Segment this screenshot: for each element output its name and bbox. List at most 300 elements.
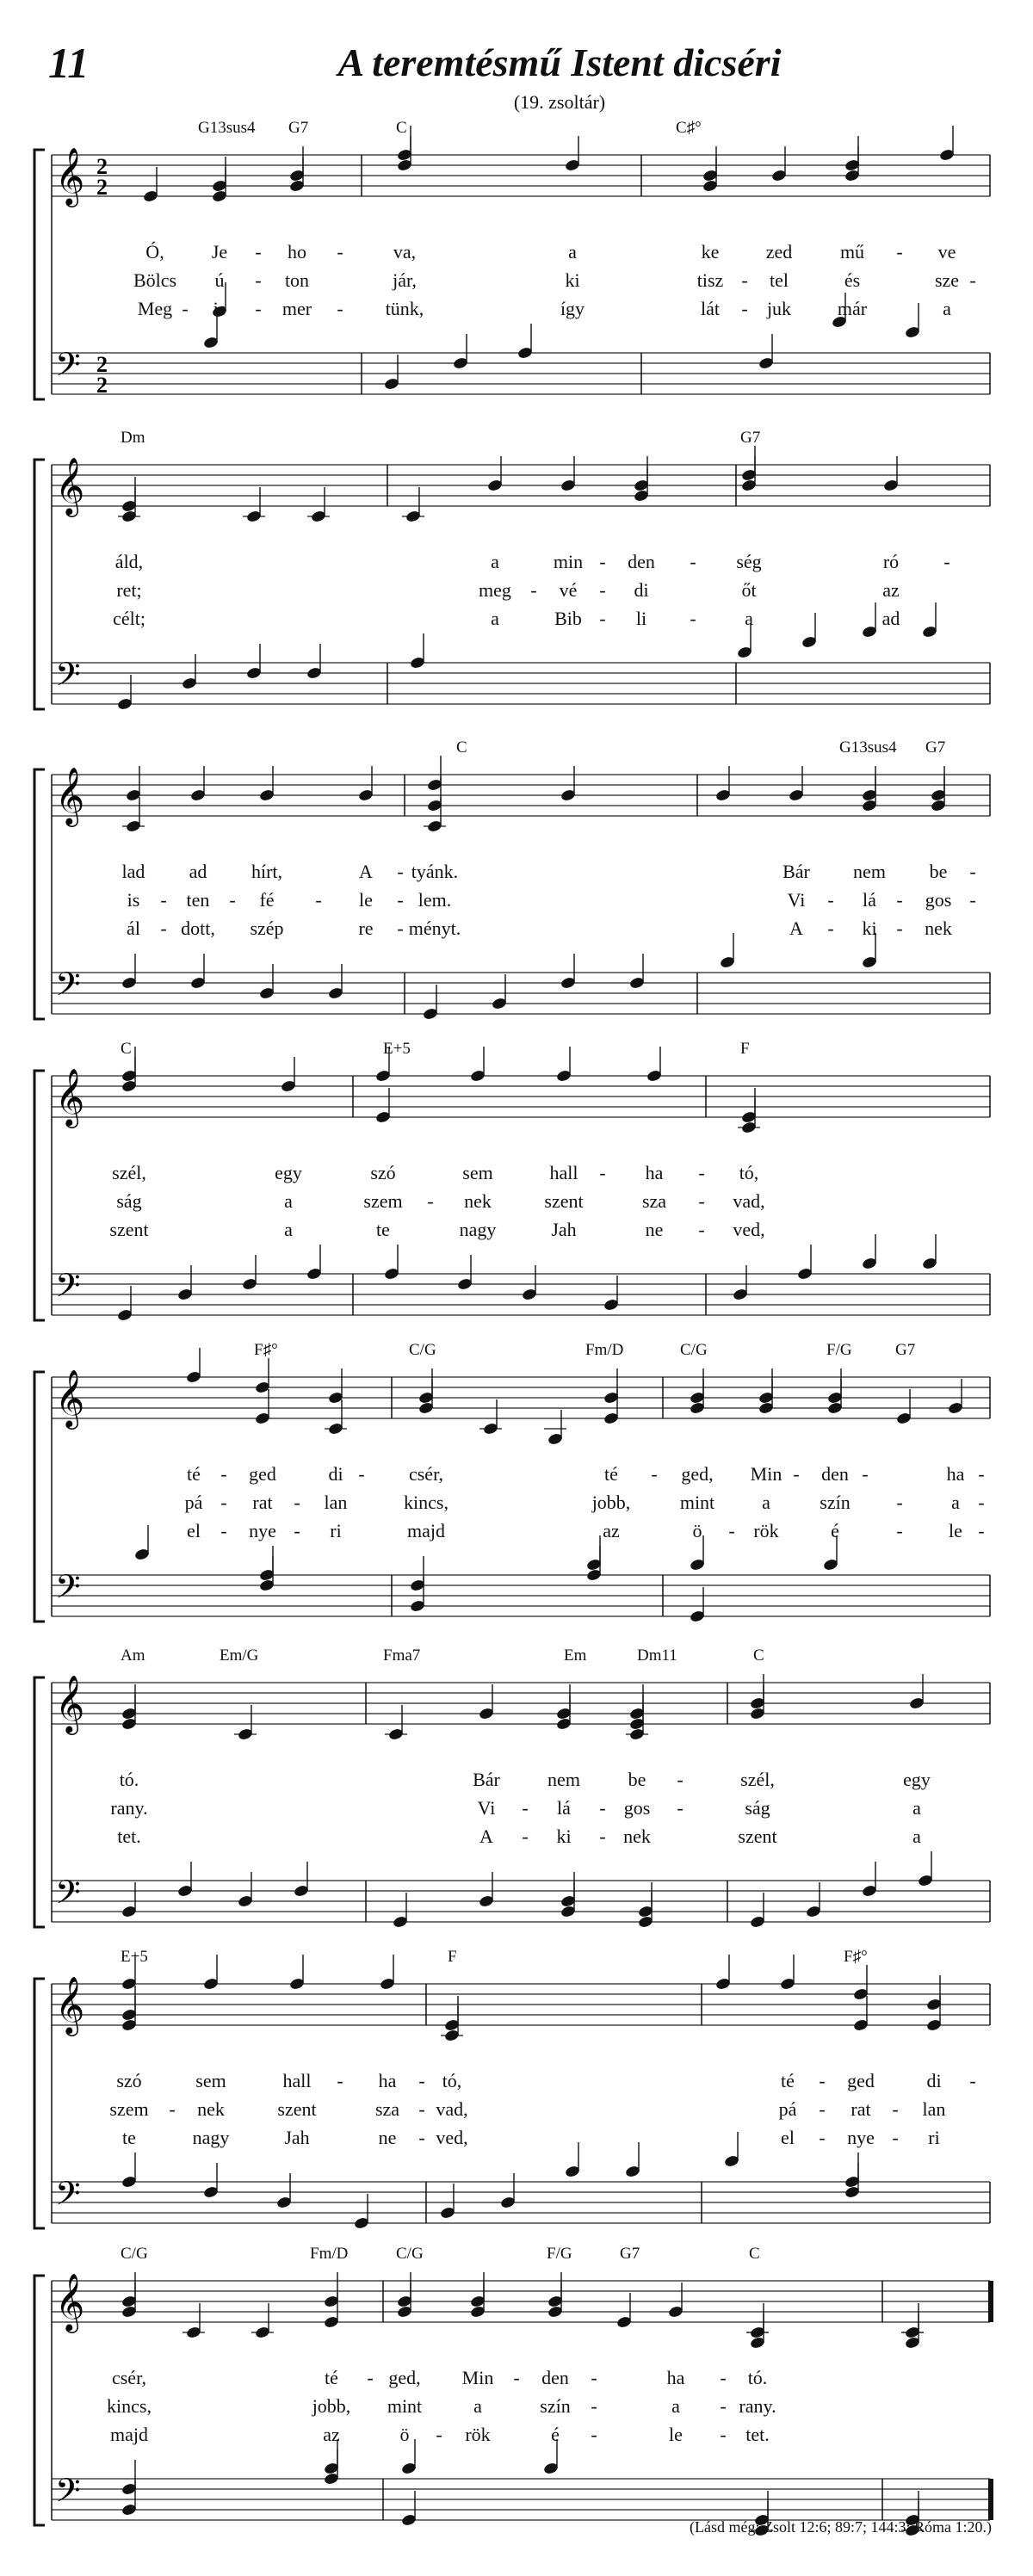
lyric-syllable-verse-2: ság — [116, 1190, 142, 1212]
lyric-syllable-verse-3: tet. — [745, 2424, 770, 2445]
lyric-syllable-verse-2: - — [530, 579, 537, 601]
lyric-syllable-verse-3: lát — [701, 298, 720, 319]
lyric-syllable-verse-1: - — [418, 2070, 425, 2091]
bass-clef: 𝄢 — [55, 655, 81, 701]
lyric-syllable-verse-3: le — [669, 2424, 683, 2445]
lyric-syllable-verse-2: - — [720, 2395, 727, 2417]
lyric-syllable-verse-2: gos — [623, 1797, 651, 1819]
treble-clef: 𝄞 — [55, 456, 85, 515]
lyric-syllable-verse-3: tünk, — [385, 298, 424, 319]
chord-symbol: C — [749, 2245, 760, 2263]
lyric-syllable-verse-3: nek — [925, 917, 952, 939]
staff-svg — [0, 1033, 1033, 1343]
chord-symbol: C/G — [121, 2245, 148, 2263]
lyric-syllable-verse-3: li — [635, 608, 647, 629]
lyric-syllable-verse-2: pá — [184, 1492, 203, 1513]
lyric-syllable-verse-3: - — [599, 608, 606, 629]
lyric-syllable-verse-3: majd — [110, 2424, 148, 2445]
lyric-syllable-verse-1: - — [969, 861, 976, 882]
lyric-syllable-verse-3: - — [337, 298, 343, 319]
lyric-syllable-verse-3: rök — [465, 2424, 491, 2445]
lyric-syllable-verse-1: ha — [645, 1162, 664, 1183]
chord-symbol: G7 — [288, 119, 309, 137]
lyric-syllable-verse-2: - — [677, 1797, 684, 1819]
lyric-syllable-verse-1: ho — [288, 241, 306, 263]
lyric-syllable-verse-1: - — [862, 1463, 869, 1485]
lyric-syllable-verse-3: a — [491, 608, 499, 629]
chord-symbol: C/G — [396, 2245, 424, 2263]
lyric-syllable-verse-3: rök — [753, 1520, 779, 1541]
chord-symbol: Fm/D — [310, 2245, 349, 2263]
lyric-syllable-verse-1: lad — [121, 861, 145, 882]
lyric-syllable-verse-3: - — [160, 917, 167, 939]
lyric-syllable-verse-1: ha — [946, 1463, 965, 1485]
final-barline — [988, 2281, 993, 2322]
lyric-syllable-verse-3: a — [912, 1825, 921, 1847]
chord-symbol: C — [396, 119, 407, 137]
lyric-syllable-verse-1: - — [720, 2367, 727, 2388]
staff-svg — [0, 1640, 1033, 1949]
lyric-syllable-verse-1: csér, — [408, 1463, 444, 1485]
chord-symbol: C — [753, 1646, 764, 1665]
lyric-syllable-verse-3: - — [690, 608, 696, 629]
lyric-syllable-verse-3: majd — [407, 1520, 445, 1541]
lyric-syllable-verse-2: - — [220, 1492, 227, 1513]
lyric-syllable-verse-3: - — [827, 917, 834, 939]
lyric-syllable-verse-2: ret; — [116, 579, 142, 601]
lyric-syllable-verse-2: ki — [565, 269, 580, 291]
lyric-syllable-verse-2: - — [819, 2098, 826, 2120]
chord-symbol: F — [448, 1948, 457, 1966]
lyric-syllable-verse-1: egy — [903, 1769, 931, 1790]
final-barline — [988, 2479, 993, 2520]
lyric-syllable-verse-2: szent — [277, 2098, 317, 2120]
lyric-syllable-verse-1: zed — [765, 241, 793, 263]
scripture-reference: (Lásd még: Zsolt 12:6; 89:7; 144:3; Róma 1:20.) — [690, 2518, 992, 2536]
lyric-syllable-verse-1: a — [568, 241, 577, 263]
lyric-syllable-verse-2: a — [762, 1492, 770, 1513]
lyric-syllable-verse-1: té — [781, 2070, 795, 2091]
lyric-syllable-verse-3: a — [745, 608, 753, 629]
hymn-subtitle: (19. zsoltár) — [513, 91, 606, 113]
score-system — [0, 422, 1033, 732]
lyric-syllable-verse-3: - — [591, 2424, 597, 2445]
lyric-syllable-verse-1: szél, — [740, 1769, 775, 1790]
lyric-syllable-verse-3: A — [789, 917, 803, 939]
lyric-syllable-verse-1: ve — [937, 241, 956, 263]
hymn-number: 11 — [48, 39, 90, 87]
chord-symbol: C — [121, 1040, 132, 1058]
lyric-syllable-verse-1: be — [929, 861, 948, 882]
lyric-syllable-verse-2: szín — [820, 1492, 851, 1513]
lyric-syllable-verse-3: célt; — [113, 608, 145, 629]
lyric-syllable-verse-2: jobb, — [312, 2395, 351, 2417]
lyric-syllable-verse-1: tó. — [747, 2367, 768, 2388]
hymn-title: A teremtésmű Istent dicséri — [337, 40, 782, 84]
lyric-syllable-verse-1: Je — [211, 241, 228, 263]
lyric-syllable-verse-1: - — [599, 551, 606, 572]
chord-symbol: Em — [564, 1646, 587, 1665]
lyric-syllable-verse-1: - — [978, 1463, 985, 1485]
lyric-syllable-verse-1: szó — [116, 2070, 142, 2091]
lyric-syllable-verse-3: - — [819, 2127, 826, 2148]
lyric-syllable-verse-3: szent — [109, 1219, 149, 1240]
lyric-syllable-verse-1: - — [599, 1162, 606, 1183]
chord-symbol: G13sus4 — [198, 119, 256, 137]
lyric-syllable-verse-3: ki — [862, 917, 877, 939]
system-bracket — [34, 1071, 45, 1320]
lyric-syllable-verse-2: vad, — [436, 2098, 468, 2120]
lyric-syllable-verse-2: nek — [197, 2098, 225, 2120]
lyric-syllable-verse-1: tó. — [119, 1769, 139, 1790]
lyric-syllable-verse-1: - — [591, 2367, 597, 2388]
lyric-syllable-verse-1: ség — [736, 551, 762, 572]
chord-symbol: G7 — [925, 738, 946, 757]
score-system — [0, 2238, 1033, 2548]
lyric-syllable-verse-1: tó, — [442, 2070, 462, 2091]
treble-clef: 𝄞 — [55, 146, 85, 205]
system-bracket — [34, 2276, 45, 2525]
lyric-syllable-verse-1: Bár — [782, 861, 810, 882]
time-signature: 2 — [96, 352, 108, 377]
lyric-syllable-verse-2: őt — [741, 579, 757, 601]
lyric-syllable-verse-2: jár, — [393, 269, 417, 291]
lyric-syllable-verse-3: ad — [881, 608, 900, 629]
lyric-syllable-verse-1: - — [677, 1769, 684, 1790]
chord-symbol: Dm11 — [637, 1646, 677, 1665]
chord-symbol: G7 — [740, 429, 761, 447]
lyric-syllable-verse-1: Min — [750, 1463, 782, 1485]
lyric-syllable-verse-1: ged, — [388, 2367, 421, 2388]
lyric-syllable-verse-3: nagy — [192, 2127, 230, 2148]
lyric-syllable-verse-1: a — [491, 551, 499, 572]
chord-symbol: C♯° — [676, 119, 702, 137]
lyric-syllable-verse-3: - — [220, 1520, 227, 1541]
lyric-syllable-verse-1: - — [943, 551, 950, 572]
lyric-syllable-verse-3: - — [728, 1520, 735, 1541]
chord-symbol: C — [456, 738, 467, 757]
lyric-syllable-verse-2: ton — [284, 269, 310, 291]
lyric-syllable-verse-1: sem — [462, 1162, 493, 1183]
lyric-syllable-verse-1: mű — [839, 241, 865, 263]
lyric-syllable-verse-3: az — [323, 2424, 340, 2445]
lyric-syllable-verse-3: Bib — [554, 608, 582, 629]
treble-clef: 𝄞 — [55, 1674, 85, 1733]
lyric-syllable-verse-1: be — [628, 1769, 646, 1790]
lyric-syllable-verse-2: - — [827, 889, 834, 911]
lyric-syllable-verse-2: - — [397, 889, 404, 911]
lyric-syllable-verse-3: - — [522, 1825, 529, 1847]
lyric-syllable-verse-3: ved, — [436, 2127, 468, 2148]
lyric-syllable-verse-3: - — [436, 2424, 442, 2445]
lyric-syllable-verse-3: nek — [623, 1825, 651, 1847]
chord-symbol: F♯° — [844, 1948, 868, 1966]
chord-symbol: Am — [121, 1646, 145, 1665]
lyric-syllable-verse-1: - — [896, 241, 903, 263]
score-system — [0, 732, 1033, 1041]
lyric-syllable-verse-2: mint — [387, 2395, 423, 2417]
lyric-syllable-verse-1: té — [604, 1463, 618, 1485]
bass-clef: 𝄢 — [55, 1567, 81, 1614]
staff-svg — [0, 1941, 1033, 2251]
lyric-syllable-verse-1: áld, — [114, 551, 144, 572]
lyric-syllable-verse-3: te — [122, 2127, 136, 2148]
lyric-syllable-verse-1: té — [187, 1463, 201, 1485]
lyric-syllable-verse-2: ság — [745, 1797, 770, 1819]
bass-clef: 𝄢 — [55, 1266, 81, 1313]
lyric-syllable-verse-2: - — [522, 1797, 529, 1819]
lyric-syllable-verse-2: nek — [464, 1190, 492, 1212]
lyric-syllable-verse-3: - — [418, 2127, 425, 2148]
lyric-syllable-verse-2: lan — [922, 2098, 946, 2120]
lyric-syllable-verse-2: rany. — [739, 2395, 776, 2417]
bass-clef: 𝄢 — [55, 965, 81, 1011]
lyric-syllable-verse-1: csér, — [111, 2367, 147, 2388]
lyric-syllable-verse-1: - — [690, 551, 696, 572]
lyric-syllable-verse-1: ged, — [681, 1463, 714, 1485]
lyric-syllable-verse-1: Ó, — [145, 241, 164, 263]
lyric-syllable-verse-1: ke — [701, 241, 720, 263]
lyric-syllable-verse-2: tisz — [696, 269, 724, 291]
lyric-syllable-verse-2: szent — [544, 1190, 584, 1212]
system-bracket — [34, 769, 45, 1019]
score-system — [0, 1941, 1033, 2251]
lyric-syllable-verse-1: ged — [249, 1463, 276, 1485]
lyric-syllable-verse-2: Vi — [787, 889, 806, 911]
lyric-syllable-verse-2: vé — [559, 579, 578, 601]
lyric-syllable-verse-3: ne — [645, 1219, 664, 1240]
lyric-syllable-verse-1: - — [397, 861, 404, 882]
lyric-syllable-verse-3: nagy — [459, 1219, 497, 1240]
score-system — [0, 112, 1033, 422]
lyric-syllable-verse-2: - — [978, 1492, 985, 1513]
score-system — [0, 1334, 1033, 1644]
lyric-syllable-verse-2: - — [969, 889, 976, 911]
lyric-syllable-verse-2: kincs, — [107, 2395, 152, 2417]
chord-symbol: F/G — [826, 1341, 852, 1359]
lyric-syllable-verse-1: ad — [189, 861, 207, 882]
lyric-syllable-verse-2: - — [255, 269, 262, 291]
system-bracket — [34, 460, 45, 709]
lyric-syllable-verse-1: di — [328, 1463, 343, 1485]
lyric-syllable-verse-2: - — [591, 2395, 597, 2417]
lyric-syllable-verse-3: is — [213, 298, 226, 319]
lyric-syllable-verse-3: ri — [330, 1520, 342, 1541]
lyric-syllable-verse-3: ö — [692, 1520, 702, 1541]
lyric-syllable-verse-3: dott, — [181, 917, 215, 939]
lyric-syllable-verse-1: ró — [882, 551, 900, 572]
lyric-syllable-verse-2: az — [882, 579, 900, 601]
lyric-syllable-verse-2: - — [294, 1492, 300, 1513]
lyric-syllable-verse-3: nye — [249, 1520, 276, 1541]
lyric-syllable-verse-2: mint — [679, 1492, 715, 1513]
lyric-syllable-verse-2: - — [896, 1492, 903, 1513]
lyric-syllable-verse-1: di — [926, 2070, 942, 2091]
lyric-syllable-verse-3: Meg — [137, 298, 173, 319]
treble-clef: 𝄞 — [55, 1975, 85, 2034]
lyric-syllable-verse-1: hírt, — [251, 861, 283, 882]
chord-symbol: Fm/D — [585, 1341, 624, 1359]
lyric-syllable-verse-2: szem — [363, 1190, 403, 1212]
lyric-syllable-verse-2: - — [969, 269, 976, 291]
lyric-syllable-verse-2: a — [284, 1190, 293, 1212]
lyric-syllable-verse-3: a — [943, 298, 951, 319]
lyric-syllable-verse-2: a — [473, 2395, 482, 2417]
lyric-syllable-verse-1: den — [821, 1463, 849, 1485]
lyric-syllable-verse-1: ha — [666, 2367, 685, 2388]
score-system — [0, 1640, 1033, 1949]
bass-clef: 𝄢 — [55, 2174, 81, 2221]
lyric-syllable-verse-1: sem — [195, 2070, 226, 2091]
lyric-syllable-verse-3: - — [599, 1825, 606, 1847]
chord-symbol: F — [740, 1040, 750, 1058]
lyric-syllable-verse-3: Jah — [284, 2127, 310, 2148]
lyric-syllable-verse-3: - — [741, 298, 748, 319]
lyric-syllable-verse-2: - — [229, 889, 236, 911]
staff-svg — [0, 2238, 1033, 2548]
lyric-syllable-verse-2: tel — [770, 269, 789, 291]
system-bracket — [34, 1979, 45, 2228]
lyric-syllable-verse-3: el — [781, 2127, 795, 2148]
lyric-syllable-verse-2: - — [427, 1190, 434, 1212]
lyric-syllable-verse-3: ved, — [733, 1219, 765, 1240]
lyric-syllable-verse-3: A — [479, 1825, 493, 1847]
lyric-syllable-verse-1: Bár — [473, 1769, 500, 1790]
bass-clef: 𝄢 — [55, 1873, 81, 1919]
lyric-syllable-verse-1: szó — [370, 1162, 396, 1183]
lyric-syllable-verse-2: sza — [641, 1190, 667, 1212]
staff-svg — [0, 422, 1033, 732]
chord-symbol: G7 — [620, 2245, 640, 2263]
lyric-syllable-verse-2: - — [892, 2098, 899, 2120]
lyric-syllable-verse-2: lá — [863, 889, 876, 911]
lyric-syllable-verse-3: é — [831, 1520, 839, 1541]
lyric-syllable-verse-1: egy — [275, 1162, 302, 1183]
lyric-syllable-verse-3: - — [896, 1520, 903, 1541]
lyric-syllable-verse-3: ri — [928, 2127, 940, 2148]
lyric-syllable-verse-2: lá — [557, 1797, 571, 1819]
chord-symbol: G7 — [895, 1341, 916, 1359]
lyric-syllable-verse-1: - — [367, 2367, 374, 2388]
lyric-syllable-verse-2: - — [169, 2098, 176, 2120]
lyric-syllable-verse-1: A — [359, 861, 373, 882]
lyric-syllable-verse-1: - — [220, 1463, 227, 1485]
lyric-syllable-verse-2: le — [359, 889, 373, 911]
lyric-syllable-verse-1: nem — [853, 861, 886, 882]
lyric-syllable-verse-2: a — [951, 1492, 960, 1513]
lyric-syllable-verse-1: den — [628, 551, 655, 572]
lyric-syllable-verse-1: tyánk. — [411, 861, 459, 882]
lyric-syllable-verse-1: - — [793, 1463, 800, 1485]
lyric-syllable-verse-2: sza — [374, 2098, 400, 2120]
lyric-syllable-verse-2: - — [599, 1797, 606, 1819]
lyric-syllable-verse-1: hall — [282, 2070, 312, 2091]
chord-symbol: E+5 — [383, 1040, 411, 1058]
staff-svg — [0, 732, 1033, 1041]
chord-symbol: E+5 — [121, 1948, 148, 1966]
lyric-syllable-verse-1: va, — [393, 241, 417, 263]
lyric-syllable-verse-3: - — [294, 1520, 300, 1541]
chord-symbol: C/G — [409, 1341, 436, 1359]
lyric-syllable-verse-2: - — [896, 889, 903, 911]
lyric-syllable-verse-1: - — [337, 2070, 343, 2091]
lyric-syllable-verse-2: meg — [479, 579, 511, 601]
lyric-syllable-verse-3: ményt. — [408, 917, 461, 939]
lyric-syllable-verse-3: szép — [250, 917, 284, 939]
lyric-syllable-verse-1: - — [969, 2070, 976, 2091]
lyric-syllable-verse-3: tet. — [117, 1825, 141, 1847]
lyric-syllable-verse-2: rat — [252, 1492, 273, 1513]
staff-svg — [0, 112, 1033, 422]
lyric-syllable-verse-1: ged — [847, 2070, 875, 2091]
lyric-syllable-verse-2: is — [127, 889, 140, 911]
lyric-syllable-verse-1: - — [819, 2070, 826, 2091]
lyric-syllable-verse-3: - — [978, 1520, 985, 1541]
lyric-syllable-verse-2: ú — [214, 269, 225, 291]
lyric-syllable-verse-2: szín — [540, 2395, 571, 2417]
lyric-syllable-verse-3: ki — [556, 1825, 572, 1847]
lyric-syllable-verse-2: - — [599, 579, 606, 601]
lyric-syllable-verse-2: rat — [851, 2098, 871, 2120]
chord-symbol: Dm — [121, 429, 145, 447]
lyric-syllable-verse-3: a — [284, 1219, 293, 1240]
lyric-syllable-verse-1: - — [255, 241, 262, 263]
lyric-syllable-verse-1: nem — [547, 1769, 580, 1790]
lyric-syllable-verse-3: - — [397, 917, 404, 939]
lyric-syllable-verse-1: - — [651, 1463, 658, 1485]
system-bracket — [34, 1372, 45, 1622]
time-signature: 2 — [96, 373, 108, 398]
lyric-syllable-verse-2: - — [160, 889, 167, 911]
treble-clef: 𝄞 — [55, 766, 85, 825]
lyric-syllable-verse-3: te — [376, 1219, 390, 1240]
lyric-syllable-verse-3: - — [896, 917, 903, 939]
lyric-syllable-verse-2: vad, — [733, 1190, 765, 1212]
staff-svg — [0, 1334, 1033, 1644]
lyric-syllable-verse-3: már — [837, 298, 868, 319]
lyric-syllable-verse-1: - — [513, 2367, 520, 2388]
time-signature: 2 — [96, 154, 108, 179]
lyric-syllable-verse-3: nye — [847, 2127, 875, 2148]
lyric-syllable-verse-2: rany. — [110, 1797, 148, 1819]
chord-symbol: G13sus4 — [839, 738, 897, 757]
lyric-syllable-verse-2: gos — [925, 889, 952, 911]
lyric-syllable-verse-2: jobb, — [591, 1492, 631, 1513]
lyric-syllable-verse-3: Jah — [551, 1219, 577, 1240]
lyric-syllable-verse-2: - — [418, 2098, 425, 2120]
lyric-syllable-verse-2: lan — [324, 1492, 348, 1513]
lyric-syllable-verse-1: Min — [461, 2367, 494, 2388]
lyric-syllable-verse-3: ö — [399, 2424, 410, 2445]
chord-symbol: Fma7 — [383, 1646, 421, 1665]
lyric-syllable-verse-3: - — [720, 2424, 727, 2445]
lyric-syllable-verse-1: szél, — [112, 1162, 146, 1183]
lyric-syllable-verse-1: den — [541, 2367, 569, 2388]
system-bracket — [34, 150, 45, 399]
lyric-syllable-verse-1: tó, — [739, 1162, 759, 1183]
lyric-syllable-verse-2: fé — [259, 889, 275, 911]
time-signature: 2 — [96, 175, 108, 200]
lyric-syllable-verse-2: lem. — [418, 889, 452, 911]
lyric-syllable-verse-1: - — [337, 241, 343, 263]
lyric-syllable-verse-2: kincs, — [404, 1492, 448, 1513]
bass-clef: 𝄢 — [55, 345, 81, 392]
lyric-syllable-verse-3: juk — [766, 298, 792, 319]
lyric-syllable-verse-1: - — [358, 1463, 365, 1485]
lyric-syllable-verse-2: ten — [186, 889, 210, 911]
lyric-syllable-verse-2: pá — [778, 2098, 797, 2120]
treble-clef: 𝄞 — [55, 1368, 85, 1427]
